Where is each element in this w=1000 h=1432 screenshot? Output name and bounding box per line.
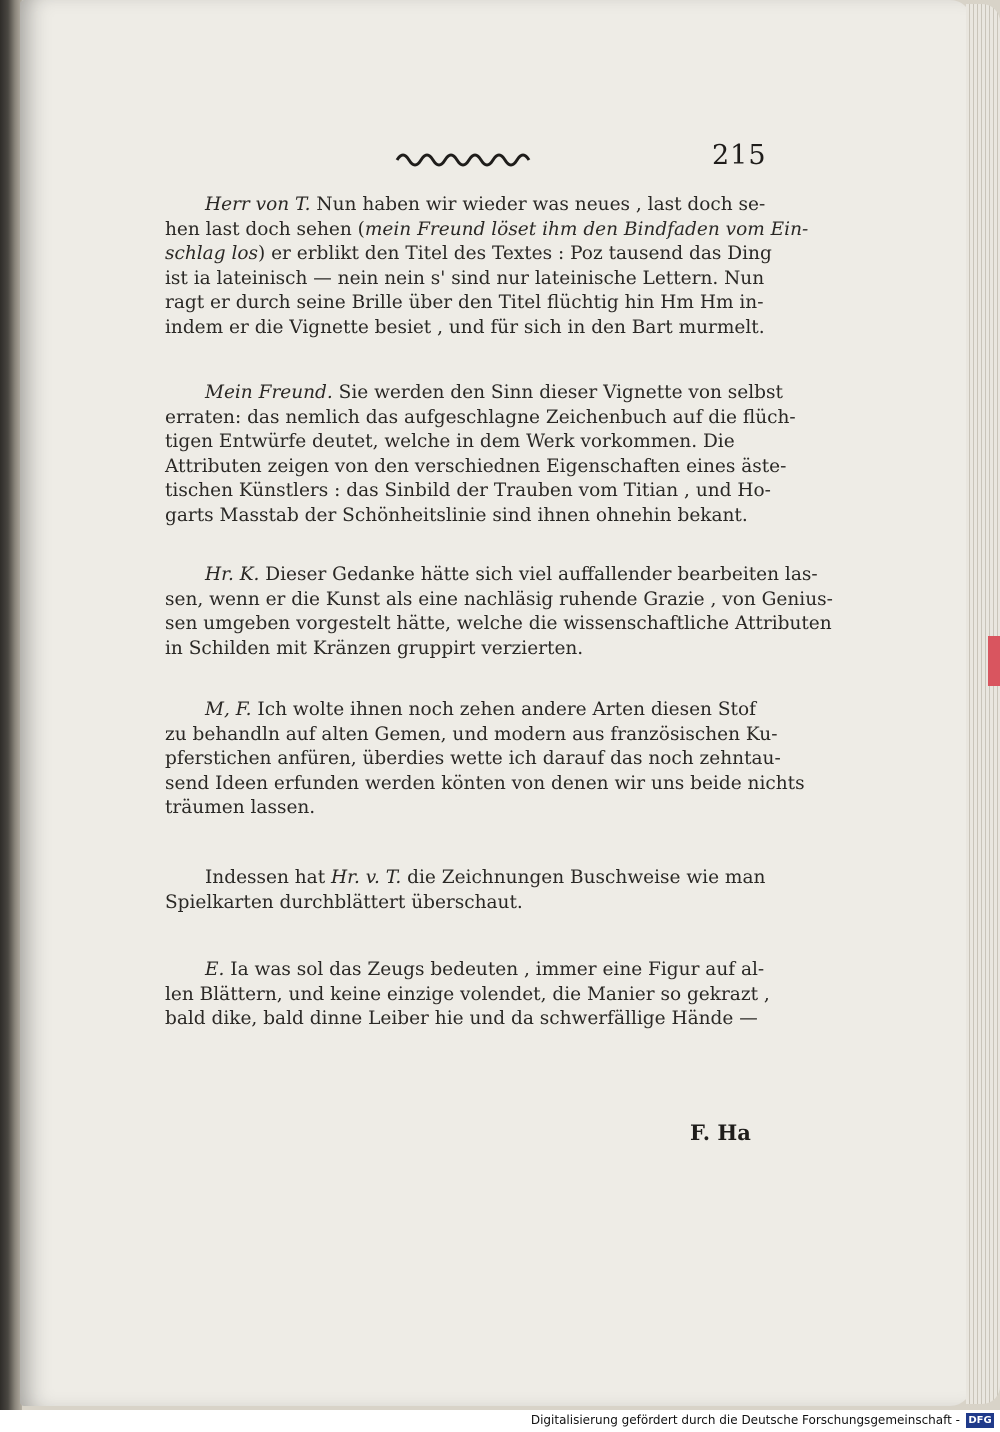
text-line — [165, 193, 766, 218]
text-segment: tischen Künstlers : das Sinbild der Trauben vom Titian , und Ho- — [165, 480, 771, 501]
text-line — [165, 479, 771, 504]
text-segment: Attributen zeigen von den verschiednen Eigenschaften eines äste- — [165, 455, 787, 477]
text-line — [165, 406, 796, 431]
text-line — [165, 612, 832, 637]
italic-text-segment: Hr. v. T. — [331, 867, 402, 888]
text-line — [165, 455, 787, 480]
text-line — [165, 218, 809, 243]
text-segment: die Zeichnungen Buschweise wie man — [401, 867, 766, 888]
text-line — [165, 891, 763, 916]
bookmark-ribbon — [988, 636, 1000, 686]
text-line — [165, 723, 778, 748]
text-line — [165, 796, 763, 821]
paragraph-indessen — [165, 866, 766, 915]
text-line — [165, 291, 763, 316]
paragraph-m-f — [165, 698, 805, 821]
text-segment: zu behandln auf alten Gemen, und modern aus französischen Ku- — [165, 723, 778, 745]
italic-text-segment: Hr. K. — [205, 564, 260, 585]
text-line — [165, 637, 763, 662]
text-segment: indem er die Vignette besiet , und für sich in den Bart murmelt. — [165, 316, 765, 338]
text-segment: ) er erblikt den Titel des Textes : Poz tausend das Ding — [258, 243, 772, 264]
text-segment: Ich wolte ihnen noch zehen andere Arten diesen Stof — [251, 699, 756, 720]
text-line — [165, 588, 833, 613]
italic-text-segment: Herr von T. — [205, 194, 311, 215]
book-spine — [0, 0, 22, 1410]
text-segment: pferstichen anfüren, überdies wette ich darauf das noch zehntau- — [165, 748, 781, 769]
italic-text-segment: mein Freund löset ihm den Bindfaden vom Ein- — [364, 218, 809, 240]
italic-text-segment: schlag los — [165, 243, 258, 264]
text-segment: ragt er durch seine Brille über den Titel flüchtig hin Hm Hm in- — [165, 292, 764, 313]
footer-bar — [0, 1410, 1000, 1432]
text-segment: send Ideen erfunden werden könten von denen wir uns beide nichts — [165, 772, 805, 794]
wave-ornament-icon — [395, 148, 527, 168]
text-segment: garts Masstab der Schönheitslinie sind ihnen ohnehin bekant. — [165, 504, 748, 526]
text-line — [165, 504, 763, 529]
paragraph-hr-k — [165, 563, 833, 661]
text-segment: ist ia lateinisch — nein nein s' sind nur lateinische Lettern. Nun — [165, 267, 765, 289]
text-segment: tigen Entwürfe deutet, welche in dem Werk vorkommen. Die — [165, 431, 735, 452]
text-line — [165, 242, 772, 267]
text-line — [165, 698, 763, 723]
text-line — [165, 983, 770, 1008]
text-segment: bald dike, bald dinne Leiber hie und da schwerfällige Hände — — [165, 1008, 758, 1029]
text-segment: erraten: das nemlich das aufgeschlagne Zeichenbuch auf die flüch- — [165, 406, 796, 428]
italic-text-segment: Mein Freund. — [205, 382, 333, 403]
text-segment: len Blättern, und keine einzige volendet, die Manier so gekrazt , — [165, 983, 770, 1005]
text-line — [165, 747, 781, 772]
text-segment: sen, wenn er die Kunst als eine nachläsig ruhende Grazie , von Genius- — [165, 588, 833, 610]
text-line — [165, 267, 763, 292]
text-segment: hen last doch sehen ( — [165, 218, 365, 240]
text-segment: Indessen hat — [205, 867, 332, 888]
dfg-logo-icon: DFG — [966, 1413, 994, 1428]
paragraph-mein-freund — [165, 381, 796, 528]
page-number: 215 — [712, 140, 767, 171]
text-line — [165, 563, 818, 588]
text-segment: Dieser Gedanke hätte sich viel auffallender bearbeiten las- — [259, 564, 818, 585]
text-line — [165, 866, 766, 891]
catchword-signature: F. Ha — [690, 1120, 751, 1145]
text-segment: Ia was sol das Zeugs bedeuten , immer eine Figur auf al- — [224, 959, 765, 980]
text-segment: Sie werden den Sinn dieser Vignette von selbst — [332, 382, 783, 403]
text-line — [165, 1007, 763, 1032]
paragraph-herr-von-t — [165, 193, 809, 340]
text-segment: sen umgeben vorgestelt hätte, welche die wissenschaftliche Attributen — [165, 613, 832, 634]
page-edges — [966, 4, 1000, 1404]
text-segment: Spielkarten durchblättert überschaut. — [165, 891, 523, 913]
text-segment: in Schilden mit Kränzen gruppirt verzierten. — [165, 637, 584, 659]
text-line — [165, 381, 783, 406]
text-line — [165, 958, 763, 983]
footer-credit: Digitalisierung gefördert durch die Deutsche Forschungsgemeinschaft - — [530, 1413, 960, 1427]
text-line — [165, 430, 763, 455]
text-line — [165, 316, 763, 341]
paragraph-e — [165, 958, 770, 1032]
italic-text-segment: E. — [205, 959, 225, 980]
text-line — [165, 772, 805, 797]
text-segment: Nun haben wir wieder was neues , last doch se- — [310, 194, 766, 215]
text-segment: träumen lassen. — [165, 797, 316, 818]
italic-text-segment: M, F. — [205, 699, 252, 720]
